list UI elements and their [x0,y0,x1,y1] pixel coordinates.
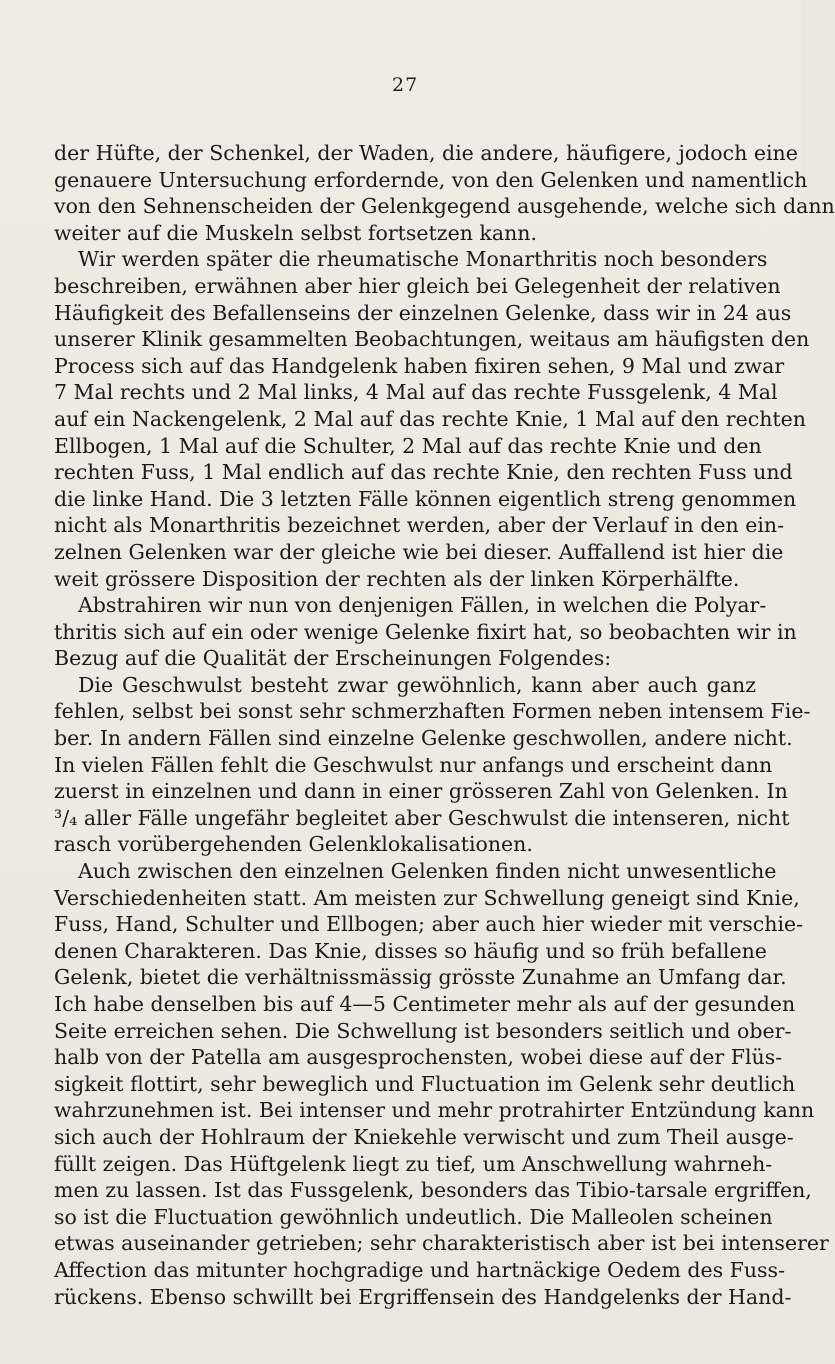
text-line: Verschiedenheiten statt. Am meisten zur Schwellung geneigt sind Knie, [54,885,800,910]
text-line: weiter auf die Muskeln selbst fortsetzen kann. [54,220,538,245]
text-line: die linke Hand. Die 3 letzten Fälle können eigentlich streng genommen [54,486,797,511]
text-line: rückens. Ebenso schwillt bei Ergriffensein des Handgelenks der Hand- [54,1284,792,1309]
text-line: Abstrahiren wir nun von denjenigen Fällen, in welchen die Polyar- [78,593,767,618]
text-line: sigkeit flottirt, sehr beweglich und Fluctuation im Gelenk sehr deutlich [54,1071,796,1096]
text-line: Die Geschwulst besteht zwar gewöhnlich, kann aber auch ganz [78,672,756,697]
text-line: Gelenk, bietet die verhältnissmässig grösste Zunahme an Umfang dar. [54,965,787,990]
text-line: 7 Mal rechts und 2 Mal links, 4 Mal auf das rechte Fussgelenk, 4 Mal [54,380,778,405]
text-line: Häufigkeit des Befallenseins der einzelnen Gelenke, dass wir in 24 aus [54,300,792,325]
text-line: Affection das mitunter hochgradige und hartnäckige Oedem des Fuss- [54,1257,786,1282]
text-line: zuerst in einzelnen und dann in einer grösseren Zahl von Gelenken. In [54,779,788,804]
text-line: auf ein Nackengelenk, 2 Mal auf das rechte Knie, 1 Mal auf den rechten [54,406,806,431]
text-line: Process sich auf das Handgelenk haben fixiren sehen, 9 Mal und zwar [54,353,785,378]
text-line: fehlen, selbst bei sonst sehr schmerzhaften Formen neben intensem Fie- [54,699,811,724]
text-line: thritis sich auf ein oder wenige Gelenke fixirt hat, so beobachten wir in [54,619,797,644]
text-line: weit grössere Disposition der rechten als der linken Körperhälfte. [54,566,740,591]
text-line: Seite erreichen sehen. Die Schwellung ist besonders seitlich und ober- [54,1018,792,1043]
text-line: Ellbogen, 1 Mal auf die Schulter, 2 Mal auf das rechte Knie und den [54,433,762,458]
text-line: unserer Klinik gesammelten Beobachtungen, weitaus am häufigsten den [54,327,810,352]
text-line: so ist die Fluctuation gewöhnlich undeutlich. Die Malleolen scheinen [54,1204,773,1229]
text-line: men zu lassen. Ist das Fussgelenk, besonders das Tibio-tarsale ergriffen, [54,1178,812,1203]
text-line: wahrzunehmen ist. Bei intenser und mehr protrahirter Entzündung kann [54,1098,815,1123]
text-line: Wir werden später die rheumatische Monarthritis noch besonders [78,247,768,272]
body-text [54,140,835,1310]
text-line: rasch vorübergehenden Gelenklokalisationen. [54,832,533,857]
text-line: ber. In andern Fällen sind einzelne Gelenke geschwollen, andere nicht. [54,726,793,751]
page-number: 27 [392,74,419,96]
text-line: Ich habe denselben bis auf 4—5 Centimeter mehr als auf der gesunden [54,992,796,1016]
text-line: In vielen Fällen fehlt die Geschwulst nur anfangs und erscheint dann [54,752,773,777]
text-line: nicht als Monarthritis bezeichnet werden, aber der Verlauf in den ein- [54,513,785,538]
text-line: Fuss, Hand, Schulter und Ellbogen; aber auch hier wieder mit verschie- [54,912,804,937]
text-line: denen Charakteren. Das Knie, disses so häufig und so früh befallene [54,938,767,963]
text-line: Auch zwischen den einzelnen Gelenken finden nicht unwesentliche [78,859,777,884]
text-line: zelnen Gelenken war der gleiche wie bei dieser. Auffallend ist hier die [54,539,784,564]
text-line: sich auch der Hohlraum der Kniekehle verwischt und zum Theil ausge- [54,1124,794,1149]
text-line: von den Sehnenscheiden der Gelenkgegend ausgehende, welche sich dann [54,194,835,219]
text-line: rechten Fuss, 1 Mal endlich auf das rechte Knie, den rechten Fuss und [54,460,793,485]
text-line: ³/₄ aller Fälle ungefähr begleitet aber Geschwulst die intenseren, nicht [54,805,790,830]
text-line: halb von der Patella am ausgesprochensten, wobei diese auf der Flüs- [54,1045,783,1070]
text-line: beschreiben, erwähnen aber hier gleich bei Gelegenheit der relativen [54,273,781,298]
text-line: füllt zeigen. Das Hüftgelenk liegt zu tief, um Anschwellung wahrneh- [54,1151,773,1176]
text-line: genauere Untersuchung erfordernde, von den Gelenken und namentlich [54,167,808,192]
text-line: Bezug auf die Qualität der Erscheinungen Folgendes: [54,646,612,671]
text-line: der Hüfte, der Schenkel, der Waden, die andere, häufigere, jodoch eine [54,141,798,165]
text-line: etwas auseinander getrieben; sehr charakteristisch aber ist bei intenserer [54,1231,829,1256]
